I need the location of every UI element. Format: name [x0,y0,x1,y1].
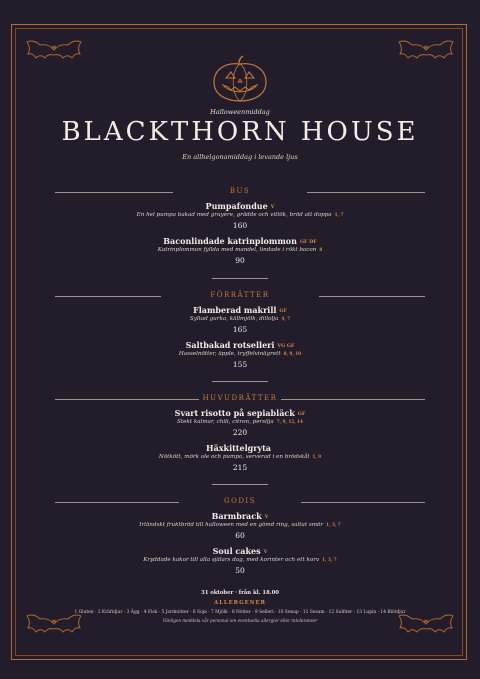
dish-price: 90 [235,256,245,265]
section-title-huvudratter: HUVUDRÄTTER [202,394,278,402]
allergen-codes: 1, 3, 7 [326,522,341,527]
dish-name: Häxkittelgryta [206,443,271,453]
allergen-codes: 1, 7 [334,212,344,217]
dish-price: 160 [232,221,248,230]
dish-description: Stekt kalmar, chili, citron, persilja 7, 9, 12, 14 [177,419,303,425]
section-end-divider [212,381,268,382]
bat-icon [396,612,456,642]
section-divider [301,502,425,503]
section-divider [319,296,425,297]
dish-description: Kryddade kakor till alla själars dag, med korinter och ett korv 1, 3, 7 [143,557,337,563]
dish-description: Katrinplommon fyllda med mandel, lindade i rökt bacon 8 [157,247,323,253]
section-title-godis: GODIS [223,497,256,505]
dish-name: Flamberad makrill GF [193,305,287,315]
dish-description: En hel pumpa bakad med gruyère, grädde och vitlök, bröd att doppa 1, 7 [136,212,344,218]
section-title-forratter: FÖRRÄTTER [210,291,270,299]
event-date: 31 oktober · från kl. 18.00 [201,590,279,596]
restaurant-title: BLACKTHORN HOUSE [61,117,419,147]
diet-tag: GF [297,411,306,417]
dish-name: Svart risotto på sepiabläck GF [174,408,306,418]
section-end-divider [212,278,268,279]
bat-icon [24,612,84,642]
menu-subtitle: En allhelgonamiddag i levande ljus [182,153,298,161]
allergen-codes: 7, 9, 12, 14 [276,419,303,424]
section-divider [281,399,425,400]
dish-name: Soul cakes V [212,546,268,556]
dish-price: 220 [232,428,248,437]
dish-price: 215 [232,463,248,472]
jack-o-lantern-icon [210,54,270,104]
diet-tag: V [270,204,275,210]
dish-price: 165 [232,325,248,334]
dish-name: Barmbrack V [211,511,269,521]
dish-description: Hasselnötter, äpple, tryffelvinägrett 8, 9, 10 [178,351,302,357]
dish-name: Pumpafondue V [205,201,275,211]
allergen-codes: 8, 9, 10 [283,351,302,356]
dish-price: 155 [232,360,248,369]
bat-icon [396,38,456,68]
diet-tag: GF DF [299,239,317,245]
dish-name: Baconlindade katrinplommon GF DF [163,236,317,246]
diet-tag: GF [279,308,287,314]
allergen-codes: 8 [319,247,323,252]
allergen-codes: 1, 3, 7 [322,557,337,562]
section-end-divider [212,484,268,485]
dish-description: Syltad gurka, källmjölk, dillolja 4, 7 [189,316,291,322]
allergen-codes: 4, 7 [281,316,291,321]
diet-tag: V [264,514,269,520]
section-divider [307,192,425,193]
dish-name: Saltbakad rotselleri VG GF [185,340,295,350]
dish-description: Irländskt fruktbröd till halloween med en gömd ring, saltat smör 1, 3, 7 [139,522,341,528]
event-kicker: Halloweenmiddag [210,108,270,116]
dish-description: Nötkött, mörk ale och pumpa, serverad i en brödskål 1, 9 [158,454,322,460]
allergen-codes: 1, 9 [312,454,322,459]
diet-tag: VG GF [277,343,295,349]
dish-price: 50 [235,566,245,575]
section-title-bus: BUS [229,187,251,195]
bat-icon [24,38,84,68]
allergy-note: Vänligen meddela vår personal om eventuella allergier eller intoleranser [162,618,318,623]
dish-price: 60 [235,531,245,540]
diet-tag: V [263,549,268,555]
allergens-list: 1 Gluten · 2 Kräftdjur · 3 Ägg · 4 Fisk · 5 Jordnötter · 6 Soja · 7 Mjölk · 8 Nötter · 9 Selleri · 10 Senap · 11 Sesam · 12 Sulfiter · 13 Lupin · 14 Blötdjur [74,610,406,615]
allergens-heading: ALLERGENER [214,600,266,606]
